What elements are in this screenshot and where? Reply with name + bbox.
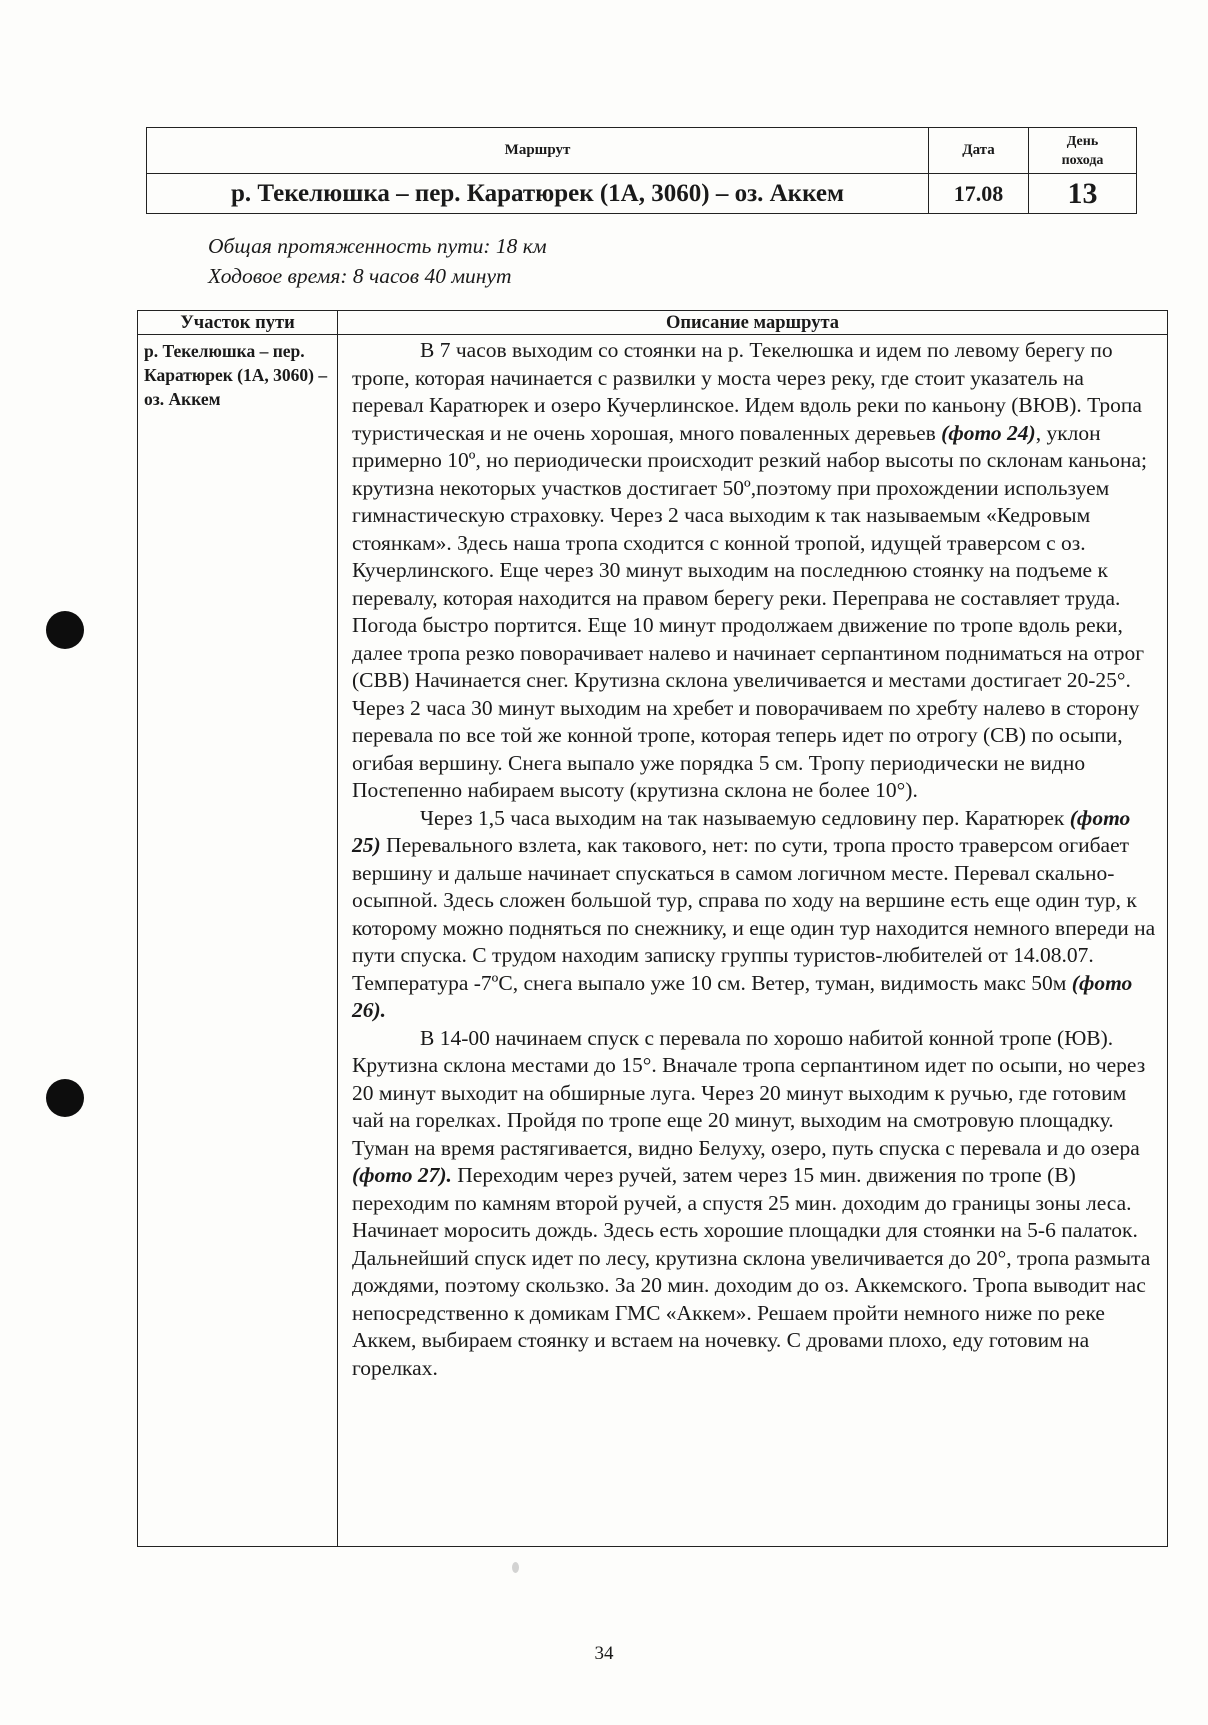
description-column-header: Описание маршрута: [338, 311, 1168, 335]
day-header-line1: День: [1066, 133, 1099, 149]
route-column-header: Маршрут: [147, 128, 929, 174]
route-header-table: [146, 127, 1137, 214]
paragraph-3-text-b: Переходим через ручей, затем через 15 мин. движения по тропе (В) переходим по камням второй ручей, а спустя 25 мин. доходим до границы зоны леса. Начинает моросить дождь. Здесь есть хорошие площадки для стоянки на 5-6 палаток. Дальнейший спуск идет по лесу, крутизна склона увеличивается до 20°, тропа размыта дождями, поэтому скользко. За 20 мин. доходим до оз. Аккемского. Тропа выводит нас непосредственно к домикам ГМС «Аккем». Решаем пройти немного ниже по реке Аккем, выбираем стоянку и встаем на ночевку. С дровами плохо, еду готовим на горелках.: [352, 1163, 1151, 1380]
total-distance: Общая протяженность пути: 18 км: [208, 234, 547, 258]
segment-column-header: Участок пути: [138, 311, 338, 335]
segment-name: р. Текелюшка – пер. Каратюрек (1А, 3060) – оз. Аккем: [138, 335, 338, 1547]
description-paragraph-2: [352, 805, 1159, 1025]
binder-hole-top: [46, 611, 84, 649]
photo-reference-24: (фото 24): [941, 420, 1036, 445]
route-date: 17.08: [929, 174, 1029, 214]
route-description: [338, 335, 1168, 1547]
description-paragraph-1: [352, 337, 1159, 805]
description-paragraph-3: [352, 1025, 1159, 1383]
day-header-line2: похода: [1061, 152, 1104, 168]
walking-time: Ходовое время: 8 часов 40 минут: [208, 264, 512, 288]
photo-reference-26: (фото 26).: [352, 970, 1133, 1022]
route-name: р. Текелюшка – пер. Каратюрек (1А, 3060) – оз. Аккем: [147, 174, 929, 214]
day-column-header: [1029, 128, 1137, 174]
route-day-number: 13: [1029, 174, 1137, 214]
binder-hole-bottom: [46, 1079, 84, 1117]
scan-smudge: [512, 1562, 519, 1573]
page-number: 34: [594, 1643, 614, 1664]
photo-reference-27: (фото 27).: [352, 1163, 452, 1187]
route-description-table: [137, 310, 1168, 1547]
paragraph-1-text-b: , уклон примерно 10º, но периодически происходит резкий набор высоты по склонам каньона; крутизна некоторых участков достигает 50º,поэтому при прохождении используем гимнастическую страховку. Через 2 часа выходим к так называемым «Кедровым стоянкам». Здесь наша тропа сходится с конной тропой, идущей траверсом с оз. Кучерлинского. Еще через 30 минут выходим на последнюю стоянку на подъеме к перевалу, которая находится на правом берегу реки. Переправа не составляет труда. Погода быстро портится. Еще 10 минут продолжаем движение по тропе вдоль реки, далее тропа резко поворачивает налево и начинает серпантином подниматься на отрог (СВВ) Начинается снег. Крутизна склона увеличивается и местами достигает 20-25°. Через 2 часа 30 минут выходим на хребет и поворачиваем по хребту налево в сторону перевала по все той же конной тропе, которая теперь идет по отрогу (СВ) по осыпи, огибая вершину. Снега выпало уже порядка 5 см. Тропу периодически не видно Постепенно набираем высоту (крутизна склона не более 10°).: [352, 420, 1147, 802]
paragraph-2-text-a: Через 1,5 часа выходим на так называемую седловину пер. Каратюрек: [420, 805, 1070, 830]
photo-reference-25: (фото 25): [352, 805, 1131, 857]
paragraph-2-text-b: Перевального взлета, как такового, нет: по сути, тропа просто траверсом огибает вершину и дальше начинает спускаться в самом логичном месте. Перевал скально-осыпной. Здесь сложен большой тур, справа по ходу на вершине есть еще один тур, к которому можно подняться по снежнику, и еще один тур находится немного впереди на пути спуска. С трудом находим записку группы туристов-любителей от 14.08.07. Температура -7ºС, снега выпало уже 10 см. Ветер, туман, видимость макс 50м: [352, 833, 1156, 995]
paragraph-3-text-a: В 14-00 начинаем спуск с перевала по хорошо набитой конной тропе (ЮВ). Крутизна склона местами до 15°. Вначале тропа серпантином идет по осыпи, но через 20 минут выходит на обширные луга. Через 20 минут выходим к ручью, где готовим чай на горелках. Пройдя по тропе еще 20 минут, выходим на смотровую площадку. Туман на время растягивается, видно Белуху, озеро, путь спуска с перевала и до озера: [352, 1025, 1146, 1160]
paragraph-1-text-a: В 7 часов выходим со стоянки на р. Текелюшка и идем по левому берегу по тропе, которая начинается с развилки у моста через реку, где стоит указатель на перевал Каратюрек и озеро Кучерлинское. Идем вдоль реки по каньону (ВЮВ). Тропа туристическая и не очень хорошая, много поваленных деревьев: [352, 338, 1142, 445]
date-column-header: Дата: [929, 128, 1029, 174]
